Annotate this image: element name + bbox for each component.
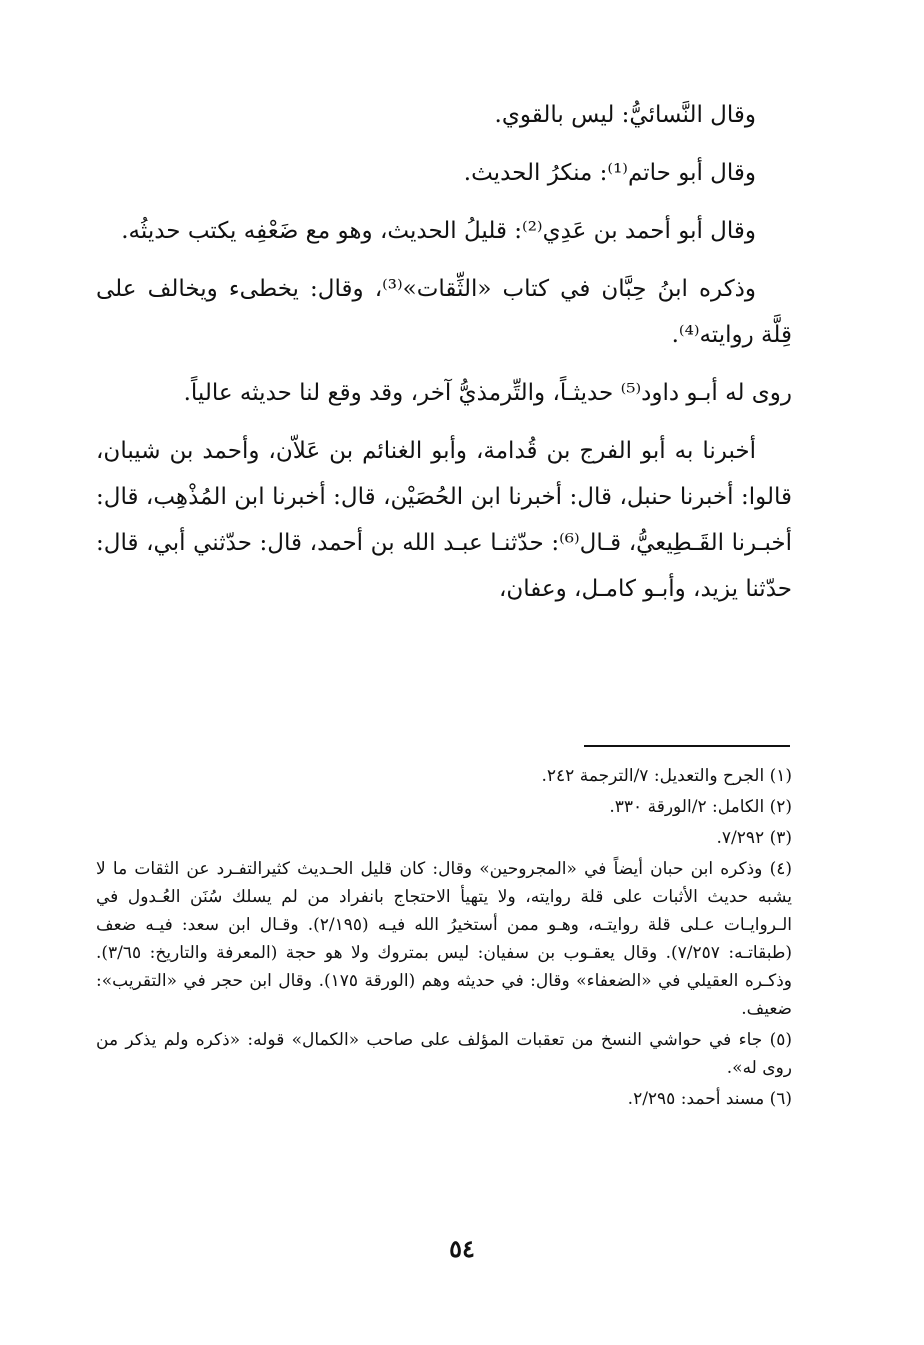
footnote-2: (٢) الكامل: ٢/الورقة ٣٣٠. [609, 797, 792, 817]
main-text [96, 92, 792, 624]
footnote-5: (٥) جاء في حواشي النسخ من تعقبات المؤلف على صاحب «الكمال» قوله: «ذكره ولم يذكر من روى له». [96, 1030, 792, 1078]
paragraph-riwaya: روى له أبـو داود⁽⁵⁾ حديثـاً، والتِّرمذيُّ آخر، وقد وقع لنا حديثه عالياً. [183, 380, 792, 406]
footnote-4: (٤) وذكره ابن حبان أيضاً في «المجروحين» وقال: كان قليل الحـديث كثيرالتفـرد عن الثقات ما لا يشبه حديث الأثبات على قلة روايته، ولا يتهيأ الاحتجاج بانفراد من لم يسلك سُنَن العُـدول في الـروايـات عـلى قلة روايتـه، وهـو ممن أستخيرُ الله فيـه (٢/١٩٥). وقـال ابن سعد: فيـه ضعف (طبقاتـه: ٧/٢٥٧). وقال يعقـوب بن سفيان: ليس بمتروك ولا هو حجة (المعرفة والتاريخ: ٣/٦٥). وذكـره العقيلي في «الضعفاء» وقال: في حديثه وهم (الورقة ١٧٥). وقال ابن حجر في «التقريب»: ضعيف. [96, 859, 793, 1019]
paragraph-ibn-adi: وقال أبو أحمد بن عَدِي⁽²⁾: قليلُ الحديث، وهو مع ضَعْفِه يكتب حديثُه. [121, 218, 756, 244]
page-number: ٥٤ [449, 1234, 475, 1263]
footnote-1: (١) الجرح والتعديل: ٧/الترجمة ٢٤٢. [541, 766, 792, 786]
paragraph-ibn-hibban: وذكره ابنُ حِبَّان في كتاب «الثِّقات»⁽³⁾، وقال: يخطىء ويخالف على قِلَّة روايته⁽⁴⁾. [96, 276, 792, 348]
paragraph-abu-hatim: وقال أبو حاتم⁽¹⁾: منكرُ الحديث. [463, 160, 756, 186]
footnote-6: (٦) مسند أحمد: ٢/٢٩٥. [627, 1089, 792, 1109]
footnote-3: (٣) ٧/٢٩٢. [716, 828, 792, 848]
footnote-separator [584, 745, 790, 747]
paragraph-nasai: وقال النَّسائيُّ: ليس بالقوي. [494, 102, 756, 128]
footnotes [96, 762, 792, 1116]
paragraph-isnad: أخبرنا به أبو الفرج بن قُدامة، وأبو الغنائم بن عَلاّن، وأحمد بن شيبان، قالوا: أخبرنا حنبل، قال: أخبرنا ابن الحُصَيْن، قال: أخبرنا ابن المُذْهِب، قال: أخبـرنا القَـطِيعيُّ، قـال⁽⁶⁾: حدّثنـا عبـد الله بن أحمد، قال: حدّثني أبي، قال: حدّثنا يزيد، وأبـو كامـل، وعفان، [96, 438, 792, 602]
